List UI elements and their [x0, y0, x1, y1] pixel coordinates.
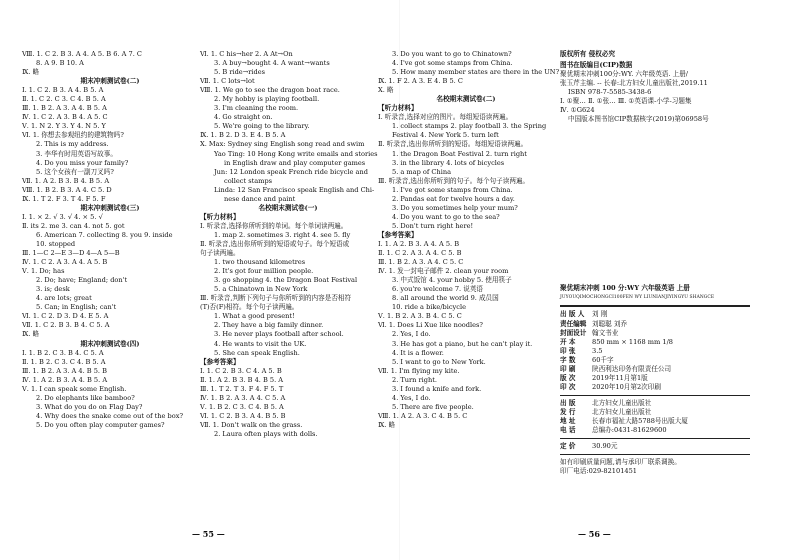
cip-line: ISBN 978-7-5585-3438-6	[568, 88, 652, 97]
answer-line: Ⅷ. 1. A 2. A 3. C 4. B 5. C	[378, 411, 468, 420]
answer-line: 3. What do you do on Flag Day?	[36, 402, 143, 411]
section-heading: 名校期末测试卷(二)	[436, 95, 496, 104]
info-label: 发 行	[560, 407, 576, 416]
answer-line: Linda: 12 San Francisco speak English and Chi-	[214, 185, 375, 194]
answer-line: 8. all around the world 9. 成员国	[392, 294, 499, 303]
answer-line: 3. Do you sometimes help your mum?	[392, 203, 518, 212]
answer-line: Ⅳ. 1. 发一封电子邮件 2. clean your room	[378, 267, 509, 276]
answer-line: Ⅷ. 1. We go to see the dragon boat race.	[200, 86, 340, 95]
answer-line: Ⅷ. 1. C 2. B 3. A 4. A 5. B 6. A 7. C	[22, 50, 142, 58]
answer-line: 2. This is my address.	[36, 140, 109, 149]
book-title: 聚优期末冲刺 100 分:WY 六年级英语 上册	[560, 284, 690, 293]
section-heading: 期末冲刺测试卷(二)	[80, 77, 140, 86]
answer-line: Ⅶ. 1. C 2. B 3. B 4. C 5. A	[22, 321, 110, 330]
answer-line: Ⅴ. 1. I can speak some English.	[22, 384, 127, 393]
answer-line: 2. Laura often plays with dolls.	[214, 429, 318, 438]
answer-line: 4. Yes, I do.	[392, 393, 431, 402]
answer-line: 5. Do you often play computer games?	[36, 420, 165, 429]
info-row	[560, 365, 760, 374]
answer-line: Ⅲ. 听录音,判断下列句子与你所听到的内容是否相符	[200, 294, 352, 303]
answer-line: 4. Go straight on.	[214, 113, 273, 122]
answer-line: 2. They have a big family dinner.	[214, 321, 324, 330]
answer-line: Ⅰ. 1. C 2. B 3. C 4. A 5. B	[200, 366, 282, 375]
answer-line: Yao Ting: 10 Hong Kong write emails and stories	[214, 149, 378, 158]
info-label: 电 话	[560, 426, 576, 435]
answer-line: 5. Don't turn right here!	[392, 221, 474, 230]
info-row	[560, 338, 760, 347]
answer-line: Ⅱ. 听录音,选出你所听到的短语。每组短语读两遍。	[378, 140, 528, 149]
answer-line: Ⅱ. 1. A 2. B 3. B 4. B 5. A	[200, 375, 284, 384]
section-heading: 期末冲刺测试卷(四)	[80, 339, 140, 348]
answer-line: 8. A 9. B 10. A	[36, 59, 84, 68]
rights-notice: 版权所有 侵权必究	[560, 50, 616, 58]
answer-line: Ⅱ. its 2. me 3. can 4. not 5. got	[22, 221, 125, 230]
answer-line: 5. Can; in English; can't	[36, 303, 117, 312]
answer-line: 3. go shopping 4. the Dragon Boat Festival	[214, 276, 358, 285]
cip-line: 张玉芹主编. -- 长春:北方妇女儿童出版社,2019.11	[560, 79, 708, 88]
answer-line: Ⅶ. 1. C lots→lot	[200, 77, 255, 86]
info-label: 封面设计	[560, 328, 587, 337]
divider	[560, 454, 750, 455]
answer-line: Jun: 12 London speak French ride bicycle and	[214, 167, 368, 176]
answer-line: 3. A buy→bought 4. A want→wants	[214, 59, 330, 68]
answer-line: Ⅹ. Max: Sydney sing English song read and swim	[200, 140, 365, 149]
answer-line: 1. collect stamps 2. play football 3. the Spring	[392, 122, 547, 131]
answer-line: Ⅰ. 1. B 2. C 3. B 4. C 5. A	[22, 348, 104, 357]
answer-line: Ⅲ. 1. B 2. A 3. A 4. C 5. C	[378, 258, 464, 267]
answer-line: Ⅲ. 1. B 2. A 3. A 4. B 5. A	[22, 104, 107, 113]
answer-line: Ⅶ. 1. A 2. B 3. B 4. B 5. A	[22, 176, 110, 185]
info-value: 60千字	[592, 355, 614, 364]
answer-column-2	[200, 50, 376, 439]
info-row	[560, 408, 760, 417]
info-value: 北方妇女儿童出版社	[592, 407, 652, 416]
answer-line: Ⅱ. 1. C 2. A 3. A 4. C 5. B	[378, 249, 462, 258]
answer-line: Ⅱ. 1. B 2. C 3. C 4. B 5. A	[22, 357, 106, 366]
divider	[560, 438, 750, 439]
print-phone: 印厂电话:029-82101451	[560, 467, 637, 476]
answer-line: 1. I've got some stamps from China.	[392, 185, 513, 194]
answer-line: in English draw and play computer games	[224, 158, 366, 167]
info-value: 翰文书业	[592, 328, 619, 337]
info-row	[560, 399, 760, 408]
answer-line: 4. I've got some stamps from China.	[392, 59, 513, 68]
answer-line: Ⅳ. 1. A 2. B 3. A 4. B 5. A	[22, 375, 108, 384]
answer-line: Ⅸ. 1. B 2. D 3. E 4. B 5. A	[200, 131, 286, 140]
answer-line: 3. 中式饭馆 4. your hobby 5. 使用筷子	[392, 276, 512, 285]
answer-line: Ⅸ. 1. T 2. F 3. T 4. F 5. F	[22, 194, 106, 203]
answer-line: 5. a map of China	[392, 167, 451, 176]
answer-line: 5. We're going to the library.	[214, 122, 310, 131]
info-value: 2019年11月第1版	[592, 373, 648, 382]
answer-line: Ⅱ. 听录音,选出你所听到的短语或句子。每个短语或	[200, 239, 350, 248]
cip-line: Ⅰ. ①聚… Ⅱ. ①张… Ⅲ. ①英语课-小学-习题集	[560, 97, 692, 106]
info-value: 850 mm × 1168 mm 1/8	[592, 337, 673, 346]
answer-line: 2. Yes, I do.	[392, 330, 431, 339]
answer-line: 2. Turn right.	[392, 375, 438, 384]
answer-column-3	[378, 50, 560, 430]
answer-line: 2. Do; have; England; don't	[36, 276, 128, 285]
answer-line: Festival 4. New York 5. turn left	[392, 131, 499, 140]
answer-line: Ⅸ. 1. F 2. A 3. E 4. B 5. C	[378, 77, 463, 86]
answer-line: 3. Do you want to go to Chinatown?	[392, 50, 512, 58]
answer-line: 句子读两遍。	[200, 249, 240, 258]
print-notice: 如有印刷质量问题,请与承印厂联系调换。	[560, 458, 681, 467]
page-number-right: — 56 —	[578, 529, 611, 539]
answer-line: 5. There are five people.	[392, 402, 474, 411]
answer-line: 2. My hobby is playing football.	[214, 95, 320, 104]
info-row	[560, 329, 760, 338]
answer-line: Ⅵ. 1. C 2. B 3. A 4. B 5. B	[200, 411, 286, 420]
answer-line: 10. stopped	[36, 239, 76, 248]
answer-column-1	[22, 50, 198, 430]
answer-line: Ⅸ. 略	[22, 68, 40, 77]
answer-line: 1. the Dragon Boat Festival 2. turn right	[392, 149, 527, 158]
answer-line: 3. 李华有时用英语写故事。	[36, 149, 117, 158]
info-label: 开 本	[560, 337, 576, 346]
info-value: 刘聪聪 刘乔	[592, 319, 628, 328]
price-label: 定 价	[560, 442, 576, 451]
info-row	[560, 320, 760, 329]
answer-line: Ⅰ. 听录音,选择你所听到的单词。每个单词读两遍。	[200, 221, 348, 230]
answer-line: 6. you're welcome 7. 说英语	[392, 285, 484, 294]
answer-line: 1. What a good present!	[214, 312, 295, 321]
info-value: 陕西利达印务有限责任公司	[592, 364, 672, 373]
answer-line: Ⅴ. 1. B 2. C 3. C 4. B 5. A	[200, 402, 284, 411]
answer-line: Ⅹ. 略	[378, 86, 394, 95]
answer-line: 4. Why does the snake come out of the box?	[36, 411, 183, 420]
answer-line: 5. She can speak English.	[214, 348, 300, 357]
answer-line: Ⅶ. 1. I'm flying my kite.	[378, 366, 460, 375]
subsection-heading: 【听力材料】	[378, 104, 418, 113]
answer-line: Ⅷ. 1. B 2. B 3. A 4. C 5. D	[22, 185, 112, 194]
answer-line: Ⅵ. 1. 你想去参观纽约的建筑物吗?	[22, 131, 124, 140]
info-row	[560, 356, 760, 365]
answer-line: 1. map 2. sometimes 3. right 4. see 5. fly	[214, 230, 351, 239]
cip-line: 中国版本图书馆CIP数据核字(2019)第06958号	[568, 115, 709, 124]
answer-line: 3. He never plays football after school.	[214, 330, 344, 339]
answer-line: Ⅰ. 1. C 2. B 3. A 4. B 5. A	[22, 86, 104, 95]
answer-line: Ⅴ. 1. Do; has	[22, 267, 65, 276]
info-label: 版 次	[560, 373, 576, 382]
info-label: 字 数	[560, 355, 576, 364]
answer-line: 3. is; desk	[36, 285, 70, 294]
info-label: 责任编辑	[560, 319, 587, 328]
answer-line: 3. I found a knife and fork.	[392, 384, 482, 393]
answer-line: Ⅵ. 1. C 2. D 3. D 4. E 5. A	[22, 312, 109, 321]
answer-line: Ⅵ. 1. C his→her 2. A At→On	[200, 50, 293, 58]
staff-list	[560, 310, 760, 391]
info-label: 地 址	[560, 416, 576, 425]
answer-line: Ⅰ. 听录音,选择对应的图片。每组短语读两遍。	[378, 113, 513, 122]
answer-line: Ⅳ. 1. C 2. A 3. B 4. A 5. C	[22, 113, 108, 122]
answer-line: Ⅵ. 1. Does Li Xue like noodles?	[378, 321, 483, 330]
price-row	[560, 442, 760, 451]
answer-line: 5. I want to go to New York.	[392, 357, 486, 366]
info-value: 刘 刚	[592, 310, 608, 319]
answer-line: 2. Pandas eat for twelve hours a day.	[392, 194, 515, 203]
answer-line: Ⅲ. 1. T 2. T 3. F 4. F 5. T	[200, 384, 284, 393]
answer-line: Ⅴ. 1. B 2. A 3. B 4. C 5. C	[378, 312, 462, 321]
answer-line: Ⅲ. 1—C 2—E 3—D 4—A 5—B	[22, 249, 120, 258]
answer-line: Ⅱ. 1. C 2. C 3. C 4. B 5. A	[22, 95, 106, 104]
cip-line: 聚优期末冲刺100分:WY. 六年级英语. 上册/	[560, 70, 689, 79]
info-label: 出 版	[560, 398, 576, 407]
subsection-heading: 【参考答案】	[378, 230, 418, 239]
answer-line: 5. a Chinatown in New York	[214, 285, 308, 294]
answer-line: 10. ride a bike/bicycle	[392, 303, 466, 312]
answer-line: Ⅲ. 听录音,选出你所听到的句子。每个句子读两遍。	[378, 176, 530, 185]
info-row	[560, 383, 760, 392]
subsection-heading: 【参考答案】	[200, 357, 240, 366]
cip-heading: 图书在版编目(CIP)数据	[560, 61, 633, 70]
info-value: 长春市福祉大路5788号出版大厦	[592, 416, 688, 425]
answer-line: collect stamps	[224, 176, 273, 185]
page-number-left: — 55 —	[192, 529, 225, 539]
divider	[560, 395, 750, 396]
answer-line: 2. It's got four million people.	[214, 267, 314, 276]
book-pinyin: JUYOUQIMOCHONGCI100FEN WY LIUNIANJIYINGYU SHANGCE	[560, 295, 715, 301]
publisher-list	[560, 399, 760, 435]
info-row	[560, 310, 760, 319]
info-value: 2020年10月第2次印刷	[592, 382, 661, 391]
answer-line: (T)否(F)相符。每个句子读两遍。	[200, 303, 299, 312]
answer-line: 2. Do elephants like bamboo?	[36, 393, 135, 402]
answer-line: 4. are lots; great	[36, 294, 92, 303]
answer-line: Ⅰ. 1. A 2. B 3. A 4. A 5. B	[378, 239, 460, 248]
answer-line: 3. in the library 4. lots of bicycles	[392, 158, 505, 167]
divider	[560, 305, 750, 307]
answer-line: Ⅸ. 略	[22, 330, 40, 339]
info-label: 出 版 人	[560, 310, 585, 319]
answer-line: 3. I'm cleaning the room.	[214, 104, 299, 113]
subsection-heading: 【听力材料】	[200, 212, 240, 221]
answer-line: 4. It is a flower.	[392, 348, 444, 357]
info-value: 北方妇女儿童出版社	[592, 398, 652, 407]
answer-line: Ⅸ. 略	[378, 420, 396, 429]
section-heading: 期末冲刺测试卷(三)	[80, 203, 140, 212]
info-label: 印 次	[560, 382, 576, 391]
info-label: 印 刷	[560, 364, 576, 373]
info-label: 印 张	[560, 346, 576, 355]
cip-line: Ⅳ. ①G624	[560, 106, 595, 115]
info-value: 3.5	[592, 346, 603, 355]
answer-line: Ⅳ. 1. B 2. A 3. A 4. C 5. A	[200, 393, 286, 402]
answer-line: 5. B ride→rides	[214, 68, 266, 77]
info-row	[560, 374, 760, 383]
answer-line: 3. He has got a piano, but he can't play it.	[392, 339, 533, 348]
section-heading: 名校期末测试卷(一)	[258, 203, 318, 212]
answer-line: 6. American 7. collecting 8. you 9. inside	[36, 230, 173, 239]
answer-line: 5. 这个女孩有一副刀叉吗?	[36, 167, 114, 176]
info-row	[560, 347, 760, 356]
answer-line: 5. How many member states are there in the UN?	[392, 68, 560, 77]
price-value: 30.90元	[592, 442, 618, 451]
answer-line: 4. Do you want to go to the sea?	[392, 212, 500, 221]
answer-line: Ⅰ. 1. × 2. √ 3. √ 4. × 5. √	[22, 212, 103, 221]
info-row	[560, 417, 760, 426]
answer-line: 4. Do you miss your family?	[36, 158, 129, 167]
answer-line: Ⅴ. 1. N 2. Y 3. Y 4. N 5. Y	[22, 122, 106, 131]
info-value: 总编办:0431-81629600	[592, 426, 667, 435]
answer-line: 1. two thousand kilometres	[214, 258, 306, 267]
answer-line: nese dance and paint	[224, 194, 296, 203]
info-row	[560, 426, 760, 435]
answer-line: 4. He wants to visit the UK.	[214, 339, 307, 348]
answer-line: Ⅳ. 1. C 2. A 3. A 4. A 5. B	[22, 258, 108, 267]
answer-line: Ⅶ. 1. Don't walk on the grass.	[200, 420, 303, 429]
copyright-column	[560, 50, 760, 476]
answer-line: Ⅲ. 1. B 2. A 3. A 4. B 5. B	[22, 366, 107, 375]
